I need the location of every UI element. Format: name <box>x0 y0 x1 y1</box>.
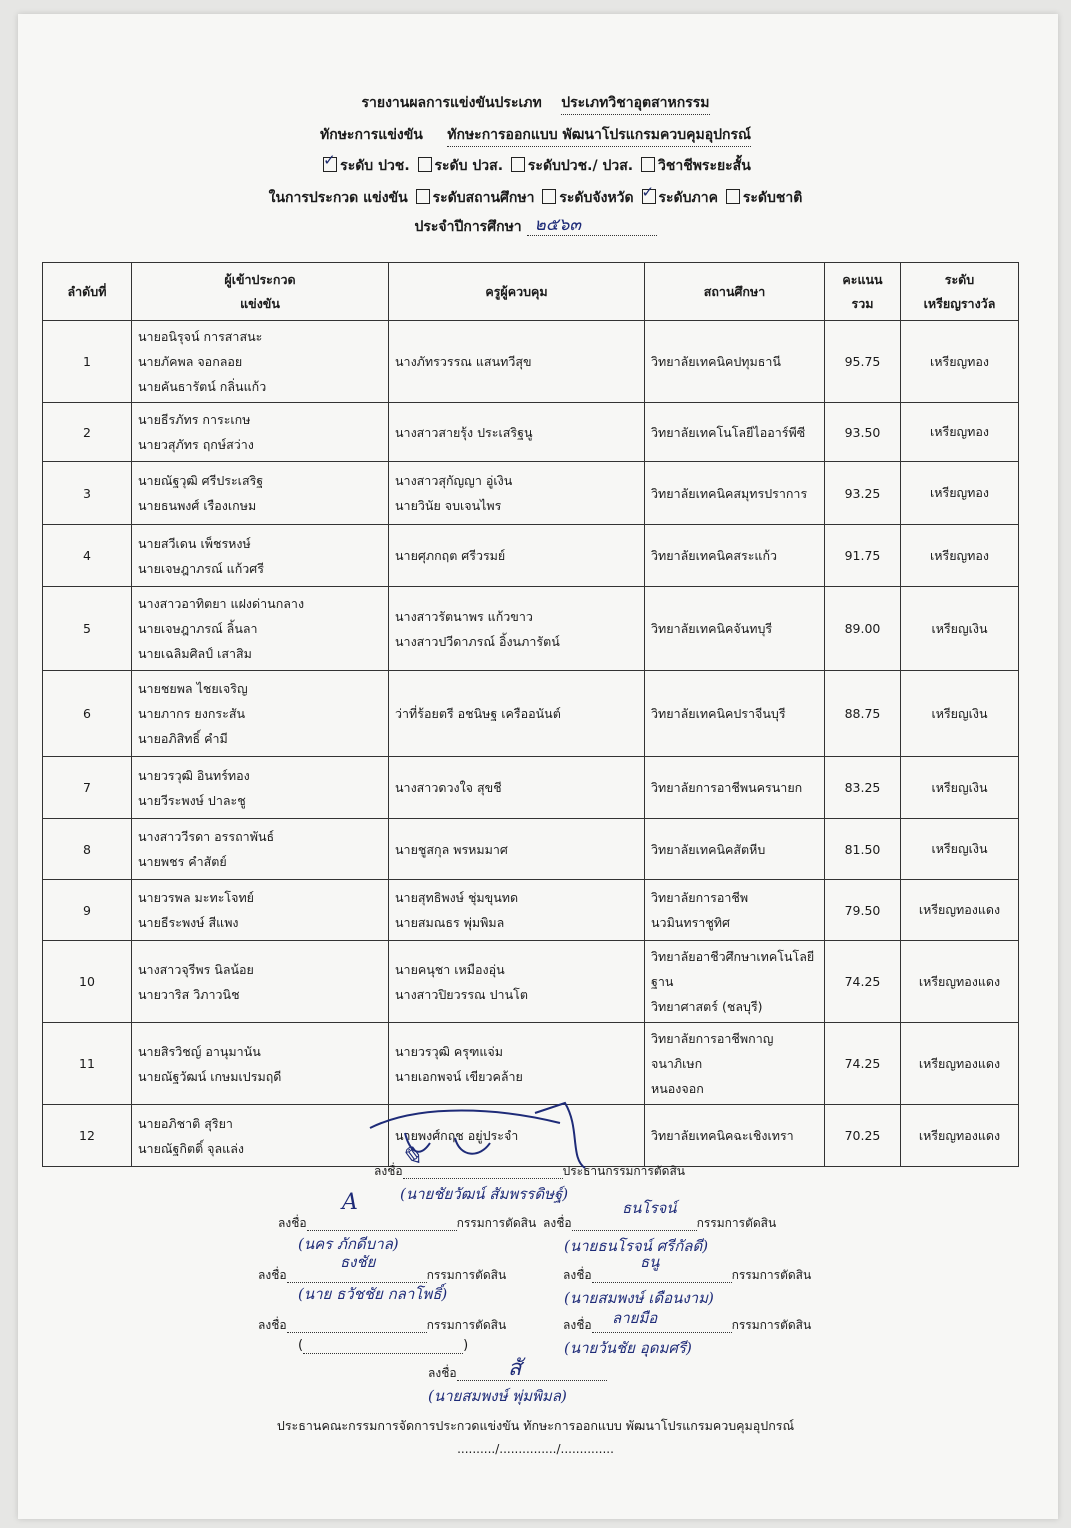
cell-contestants <box>132 462 389 525</box>
cell-school-line: วิทยาลัยเทคนิคสัตหีบ <box>651 841 766 857</box>
cell-award <box>901 525 1019 587</box>
cell-award-line: เหรียญทอง <box>929 547 990 563</box>
judge3-name: (นาย ธวัชชัย กลาโพธิ์) <box>298 1285 448 1303</box>
cell-contestants-line: นางสาวอาทิตยา แฝงด่านกลาง <box>138 596 305 611</box>
judge2-name: (นายธนโรจน์ ศรีกัลดี) <box>564 1237 709 1255</box>
judge-role: กรรมการตัดสิน <box>696 1216 777 1230</box>
cell-award-line: เหรียญทอง <box>929 353 990 369</box>
cell-award-line: เหรียญทองแดง <box>918 1055 1001 1071</box>
sign-label: ลงชื่อ <box>563 1318 592 1332</box>
judge-role: กรรมการตัดสิน <box>731 1318 812 1332</box>
judge4-name: (นายสมพงษ์ เดือนงาม) <box>564 1289 714 1307</box>
cell-school-line: วิทยาลัยการอาชีพนครนายก <box>651 780 803 795</box>
judge4-sign-line <box>563 1266 811 1285</box>
cell-teachers-line: นางสาวรัตนาพร แก้วขาว <box>395 608 533 624</box>
judge2-signature: ธนโรจน์ <box>622 1199 677 1217</box>
cell-award-line: เหรียญทองแดง <box>918 902 1001 917</box>
cell-contestants-line: นายพชร คำสัตย์ <box>138 854 227 869</box>
cell-contestants-line: นายเจษฎาภรณ์ ลิ้นลา <box>138 621 258 636</box>
table-row <box>43 1023 1019 1105</box>
cell-school-line: วิทยาลัยการอาชีพกาญจนาภิเษก <box>651 1031 774 1071</box>
cell-award-line: เหรียญเงิน <box>931 705 988 721</box>
judge6-name: (นายวันชัย อุดมศรี) <box>564 1339 692 1357</box>
header-line-2 <box>0 124 1071 147</box>
cell-award-line: เหรียญทองแดง <box>918 1127 1001 1143</box>
header-contestant <box>132 263 389 321</box>
cell-score-line: 79.50 <box>844 902 881 918</box>
cell-contestants-line: นายคันธารัตน์ กลิ่นแก้ว <box>138 379 267 394</box>
sign-label: ลงชื่อ <box>428 1366 457 1380</box>
results-table <box>42 262 1019 1167</box>
cell-award-line: เหรียญเงิน <box>931 620 988 636</box>
contest-level-checkbox-3[interactable] <box>726 189 740 204</box>
cell-score-line: 70.25 <box>844 1128 881 1143</box>
sign-label: ลงชื่อ <box>278 1216 307 1230</box>
cell-score-line: 88.75 <box>844 706 881 721</box>
table-row <box>43 587 1019 671</box>
contest-level-label-1: ระดับจังหวัด <box>559 190 634 206</box>
cell-rank <box>43 321 132 403</box>
cell-award-line: เหรียญทองแดง <box>918 973 1001 989</box>
skill-value: ทักษะการออกแบบ พัฒนาโปรแกรมควบคุมอุปกรณ์ <box>447 124 751 147</box>
cell-school-line: หนองจอก <box>651 1081 704 1096</box>
cell-rank <box>43 941 132 1023</box>
cell-school <box>645 321 825 403</box>
cell-score <box>825 819 901 880</box>
cell-rank-line: 3 <box>83 485 91 501</box>
chair-role: ประธานกรรมการตัดสิน <box>562 1164 685 1178</box>
contest-level-checkbox-2[interactable] <box>642 189 656 204</box>
table-row <box>43 462 1019 525</box>
cell-contestants-line: นางสาววีรดา อรรถาพันธ์ <box>138 829 275 844</box>
cell-contestants <box>132 321 389 403</box>
cell-school-line: วิทยาลัยอาชีวศึกษาเทคโนโลยีฐาน <box>651 949 815 989</box>
cell-award <box>901 1023 1019 1105</box>
level-checkbox-3[interactable] <box>641 157 655 172</box>
cell-score-line: 91.75 <box>844 548 881 563</box>
cell-teachers-line: นางสาวปิยวรรณ ปานโต <box>395 986 528 1002</box>
header-line-1 <box>0 92 1071 115</box>
cell-contestants <box>132 671 389 757</box>
year-label: ประจำปีการศึกษา <box>414 219 522 235</box>
skill-label: ทักษะการแข่งขัน <box>319 127 423 143</box>
level-checkbox-2[interactable] <box>511 157 525 172</box>
header-score <box>825 263 901 321</box>
cell-school-line: วิทยาลัยเทคนิคฉะเชิงเทรา <box>651 1128 794 1143</box>
judge5-sign-line <box>258 1316 506 1335</box>
table-row <box>43 880 1019 941</box>
cell-score-line: 93.50 <box>844 424 881 440</box>
table-row <box>43 525 1019 587</box>
cell-contestants <box>132 1105 389 1167</box>
cell-contestants <box>132 403 389 462</box>
header-score-line2: รวม <box>851 295 874 311</box>
cell-score-line: 95.75 <box>844 354 881 369</box>
year-field <box>527 215 657 236</box>
cell-score-line: 89.00 <box>844 621 881 636</box>
cell-school <box>645 587 825 671</box>
cell-contestants <box>132 757 389 819</box>
cell-score-line: 93.25 <box>844 485 881 501</box>
judge-role: กรรมการตัดสิน <box>426 1268 507 1282</box>
judge-role: กรรมการตัดสิน <box>731 1268 812 1282</box>
cell-rank <box>43 1105 132 1167</box>
cell-teachers-line: นายชูสกุล พรหมมาศ <box>395 841 508 857</box>
cell-contestants-line: นายธีระพงษ์ สีแพง <box>138 915 239 930</box>
cell-teachers-line: นายวินัย จบเจนไพร <box>395 498 502 513</box>
chair-name: (นายชัยวัฒน์ สัมพรรดิษฐ์) <box>400 1185 569 1203</box>
sign-label: ลงชื่อ <box>258 1318 287 1332</box>
chair-sign-line <box>374 1162 685 1181</box>
cell-rank-line: 12 <box>79 1128 95 1143</box>
year-value: ๒๕๖๓ <box>534 215 582 235</box>
cell-contestants <box>132 1023 389 1105</box>
cell-score <box>825 587 901 671</box>
director-name: (นายสมพงษ์ พุ่มพิมล) <box>428 1387 567 1405</box>
cell-rank-line: 7 <box>83 780 91 795</box>
cell-score <box>825 941 901 1023</box>
cell-school-line: วิทยาลัยเทคนิคจันทบุรี <box>651 621 773 636</box>
cell-contestants <box>132 587 389 671</box>
cell-score <box>825 1105 901 1167</box>
cell-score <box>825 671 901 757</box>
cell-teachers <box>389 587 645 671</box>
level-checkbox-1[interactable] <box>418 157 432 172</box>
cell-rank <box>43 462 132 525</box>
footer-title: ประธานคณะกรรมการจัดการประกวดแข่งขัน ทักษะการออกแบบ พัฒนาโปรแกรมควบคุมอุปกรณ์ <box>276 1418 795 1433</box>
cell-score <box>825 757 901 819</box>
cell-contestants-line: นายชยพล ไชยเจริญ <box>138 681 248 696</box>
judge6-sign-line <box>563 1316 811 1335</box>
cell-contestants-line: นายวาริส วิภาวนิช <box>138 986 240 1002</box>
header-contestant-line2: แข่งขัน <box>240 295 280 311</box>
cell-contestants-line: นายเจษฎาภรณ์ แก้วศรี <box>138 560 264 576</box>
cell-school <box>645 880 825 941</box>
cell-rank-line: 9 <box>83 902 91 918</box>
cell-award <box>901 587 1019 671</box>
cell-contestants-line: นายวสุภัทร ฤกษ์สว่าง <box>138 437 254 452</box>
chair-signature: ✎ <box>400 1142 422 1172</box>
judge1-sign-line <box>278 1214 536 1233</box>
cell-contestants-line: นายณัฐกิตติ์ จุลแล่ง <box>138 1140 244 1156</box>
level-label-0: ระดับ ปวช. <box>340 158 410 174</box>
judge5-name-blank: ( ) <box>298 1338 469 1353</box>
contest-level-label-3: ระดับชาติ <box>742 190 803 206</box>
level-label-1: ระดับ ปวส. <box>434 158 504 174</box>
contest-level-checkboxes <box>413 190 803 206</box>
cell-teachers-line: นายวรวุฒิ ครุฑแจ่ม <box>395 1043 503 1059</box>
cell-rank <box>43 671 132 757</box>
cell-school <box>645 671 825 757</box>
judge1-signature: A <box>342 1190 358 1215</box>
cell-school-line: วิทยาลัยเทคโนโลยีไออาร์พีซี <box>651 424 806 440</box>
judge-role: กรรมการตัดสิน <box>426 1318 507 1332</box>
cell-rank <box>43 403 132 462</box>
judge6-signature: ลายมือ <box>612 1309 658 1327</box>
cell-teachers <box>389 462 645 525</box>
cell-award-line: เหรียญเงิน <box>931 841 988 856</box>
cell-award <box>901 941 1019 1023</box>
table-row <box>43 757 1019 819</box>
cell-award <box>901 403 1019 462</box>
level-checkboxes <box>0 155 1071 177</box>
header-award-line2: เหรียญรางวัล <box>923 295 996 311</box>
header-contestant-line1: ผู้เข้าประกวด <box>224 271 296 287</box>
cell-school <box>645 819 825 880</box>
cell-rank-line: 6 <box>83 706 91 721</box>
header-award-line1: ระดับ <box>944 271 975 287</box>
cell-teachers <box>389 1023 645 1105</box>
cell-contestants-line: นายภัคพล จอกลอย <box>138 354 243 369</box>
contest-level-checkbox-0[interactable] <box>416 189 430 204</box>
cell-contestants-line: นายณัฐวุฒิ ศรีประเสริฐ <box>138 473 264 488</box>
cell-teachers-line: นางภัทรวรรณ แสนทวีสุข <box>395 354 532 369</box>
level-label-3: วิชาชีพระยะสั้น <box>657 158 751 174</box>
cell-rank <box>43 1023 132 1105</box>
cell-teachers <box>389 757 645 819</box>
cell-teachers <box>389 525 645 587</box>
cell-rank <box>43 880 132 941</box>
cell-school <box>645 525 825 587</box>
cell-school-line: วิทยาลัยเทคนิคสระแก้ว <box>651 548 778 563</box>
director-sign-line <box>428 1364 607 1383</box>
cell-rank-line: 10 <box>79 974 95 989</box>
cell-rank <box>43 587 132 671</box>
header-award <box>901 263 1019 321</box>
date-line: ........../.............../.............. <box>457 1442 614 1456</box>
cell-score <box>825 462 901 525</box>
cell-contestants-line: นางสาวจุรีพร นิลน้อย <box>138 961 254 977</box>
cell-school <box>645 757 825 819</box>
cell-contestants-line: นายวรวุฒิ อินทร์ทอง <box>138 767 250 783</box>
cell-score <box>825 880 901 941</box>
judge1-name: (นคร ภักดีบาล) <box>298 1235 399 1253</box>
cell-award <box>901 819 1019 880</box>
judge4-signature: ธนู <box>640 1253 660 1271</box>
cell-score-line: 83.25 <box>844 780 881 795</box>
header-teacher: ครูผู้ควบคุม <box>389 263 645 321</box>
cell-school <box>645 462 825 525</box>
table-row <box>43 403 1019 462</box>
cell-contestants-line: นายวีระพงษ์ ปาละชู <box>138 792 246 808</box>
cell-contestants-line: นายณัฐวัฒน์ เกษมเปรมฤดี <box>138 1068 282 1084</box>
table-row <box>43 321 1019 403</box>
cell-rank-line: 4 <box>83 548 91 563</box>
table-row <box>43 941 1019 1023</box>
cell-contestants-line: นายภากร ยงกระสัน <box>138 706 246 721</box>
cell-contestants-line: นายอภิชาติ สุริยา <box>138 1115 233 1131</box>
cell-school <box>645 403 825 462</box>
cell-contestants-line: นายวรพล มะทะโจทย์ <box>138 890 255 905</box>
cell-teachers <box>389 880 645 941</box>
header-score-line1: คะแนน <box>842 271 883 287</box>
cell-rank-line: 8 <box>83 841 91 857</box>
cell-award-line: เหรียญเงิน <box>931 779 988 795</box>
cell-rank-line: 11 <box>79 1056 95 1071</box>
cell-teachers <box>389 321 645 403</box>
cell-award-line: เหรียญทอง <box>929 485 990 500</box>
cell-school <box>645 1023 825 1105</box>
header-rank: ลำดับที่ <box>43 263 132 321</box>
cell-rank-line: 5 <box>83 621 91 636</box>
cell-award <box>901 1105 1019 1167</box>
cell-score <box>825 321 901 403</box>
table-row <box>43 819 1019 880</box>
judge-role: กรรมการตัดสิน <box>456 1216 537 1230</box>
cell-teachers-line: นายสมณธร พุ่มพิมล <box>395 915 505 930</box>
cell-rank-line: 1 <box>83 354 91 369</box>
cell-score-line: 74.25 <box>844 1056 881 1071</box>
type-label: รายงานผลการแข่งขันประเภท <box>361 95 542 111</box>
cell-school <box>645 1105 825 1167</box>
cell-teachers <box>389 403 645 462</box>
cell-teachers-line: นางสาวปวีดาภรณ์ อิ้งนภารัตน์ <box>395 633 560 649</box>
cell-teachers <box>389 941 645 1023</box>
cell-school-line: วิทยาศาสตร์ (ชลบุรี) <box>651 999 763 1014</box>
cell-teachers-line: นายเอกพจน์ เขียวคล้าย <box>395 1068 523 1084</box>
cell-contestants-line: นายสวีเดน เพ็ชรหงษ์ <box>138 535 251 551</box>
cell-school <box>645 941 825 1023</box>
contest-level-label-0: ระดับสถานศึกษา <box>432 190 535 206</box>
cell-teachers-line: ว่าที่ร้อยตรี อชนิษฐ เครืออนันต์ <box>395 706 561 721</box>
cell-score <box>825 403 901 462</box>
sign-label: ลงชื่อ <box>258 1268 287 1282</box>
cell-teachers <box>389 671 645 757</box>
contest-level-label-2: ระดับภาค <box>658 190 718 206</box>
cell-school-line: วิทยาลัยเทคนิคปราจีนบุรี <box>651 706 786 721</box>
level-label-2: ระดับปวช./ ปวส. <box>527 158 634 174</box>
cell-teachers-line: นายสุทธิพงษ์ ชุ่มขุนทด <box>395 890 519 905</box>
cell-teachers-line: นายศุภกฤต ศรีวรมย์ <box>395 548 506 563</box>
sign-label: ลงชื่อ <box>563 1268 592 1282</box>
cell-rank <box>43 819 132 880</box>
cell-school-line: วิทยาลัยเทคนิคปทุมธานี <box>651 354 781 369</box>
cell-award <box>901 671 1019 757</box>
table-header-row <box>43 263 1019 321</box>
cell-teachers-line: นางสาวดวงใจ สุขชี <box>395 780 502 795</box>
table-row <box>43 671 1019 757</box>
cell-rank <box>43 757 132 819</box>
level-checkbox-0[interactable] <box>323 157 337 172</box>
cell-award <box>901 321 1019 403</box>
cell-contestants-line: นายธีรภัทร การะเกษ <box>138 412 251 427</box>
year-line <box>0 216 1071 238</box>
cell-award <box>901 757 1019 819</box>
cell-contestants-line: นายธนพงศ์ เรืองเกษม <box>138 498 257 513</box>
cell-teachers-line: นายคนุชา เหมืองอุ่น <box>395 961 505 977</box>
cell-teachers <box>389 819 645 880</box>
cell-award <box>901 880 1019 941</box>
cell-school-line: วิทยาลัยเทคนิคสมุทรปราการ <box>651 485 808 501</box>
cell-score <box>825 525 901 587</box>
cell-score-line: 81.50 <box>844 841 881 857</box>
cell-rank-line: 2 <box>83 424 91 440</box>
director-signature: สั <box>508 1356 522 1381</box>
cell-teachers-line: นายพงศ์กฤช อยู่ประจำ <box>395 1128 519 1143</box>
header-school: สถานศึกษา <box>645 263 825 321</box>
cell-contestants-line: นายอภิสิทธิ์ คำมี <box>138 731 228 746</box>
cell-contestants <box>132 941 389 1023</box>
cell-score-line: 74.25 <box>844 974 881 989</box>
cell-score <box>825 1023 901 1105</box>
cell-contestants <box>132 880 389 941</box>
cell-teachers-line: นางสาวสายรุ้ง ประเสริฐนู <box>395 424 533 440</box>
cell-award <box>901 462 1019 525</box>
sign-label: ลงชื่อ <box>374 1164 403 1178</box>
cell-contestants-line: นายอนิรุจน์ การสาสนะ <box>138 329 263 344</box>
cell-contestants <box>132 525 389 587</box>
cell-award-line: เหรียญทอง <box>929 424 990 439</box>
cell-contestants-line: นายเฉลิมศิลป์ เสาสิม <box>138 646 252 661</box>
type-value: ประเภทวิชาอุตสาหกรรม <box>561 92 709 115</box>
judge3-signature: ธงชัย <box>340 1253 376 1271</box>
contest-label: ในการประกวด แข่งขัน <box>268 190 408 206</box>
contest-level-line <box>0 187 1071 209</box>
sign-label: ลงชื่อ <box>543 1216 572 1230</box>
cell-contestants-line: นายสิรวิชญ์ อานุมานัน <box>138 1043 261 1059</box>
cell-rank <box>43 525 132 587</box>
cell-contestants <box>132 819 389 880</box>
judge2-sign-line <box>543 1214 776 1233</box>
cell-school-line: วิทยาลัยการอาชีพนวมินทราชูทิศ <box>651 890 749 930</box>
cell-teachers-line: นางสาวสุกัญญา อู่เงิน <box>395 473 513 488</box>
contest-level-checkbox-1[interactable] <box>542 189 556 204</box>
